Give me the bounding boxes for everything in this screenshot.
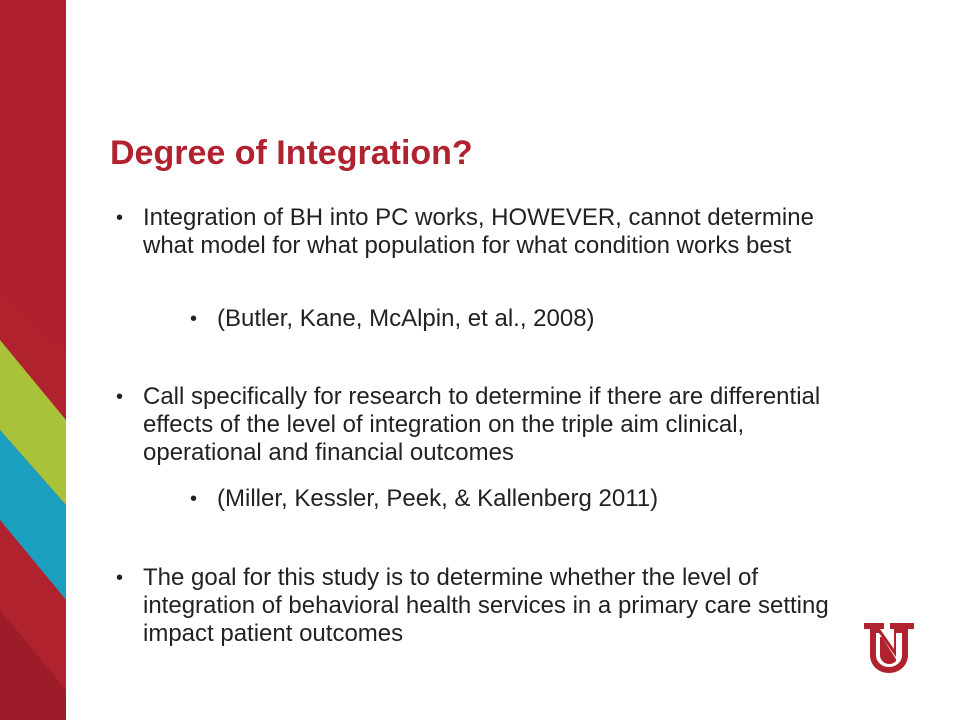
bullet-item — [116, 204, 843, 260]
bullet-dot: • — [190, 488, 198, 510]
bullet-dot: • — [190, 308, 198, 330]
bullet-dot: • — [116, 386, 124, 408]
sub-bullet-item — [190, 485, 857, 513]
slide-title: Degree of Integration? — [110, 134, 473, 172]
citation-text: (Miller, Kessler, Peek, & Kallenberg 2011) — [217, 485, 659, 512]
bullet-dot: • — [116, 207, 124, 229]
sub-bullet-item — [190, 305, 857, 333]
bullet-text: The goal for this study is to determine whether the level of integration of behavioral health services in a primary care setting impact patient outcomes — [143, 564, 829, 647]
university-n-logo-icon — [862, 621, 916, 675]
bullet-text: Integration of BH into PC works, HOWEVER, cannot determine what model for what population for what condition works best — [143, 204, 814, 259]
decorative-side-band — [0, 0, 66, 720]
bullet-item — [116, 383, 843, 467]
citation-text: (Butler, Kane, McAlpin, et al., 2008) — [217, 305, 595, 332]
bullet-text: Call specifically for research to determine if there are differential effects of the level of integration on the triple aim clinical, operational and financial outcomes — [143, 383, 821, 466]
bullet-dot: • — [116, 567, 124, 589]
bullet-item — [116, 564, 843, 648]
